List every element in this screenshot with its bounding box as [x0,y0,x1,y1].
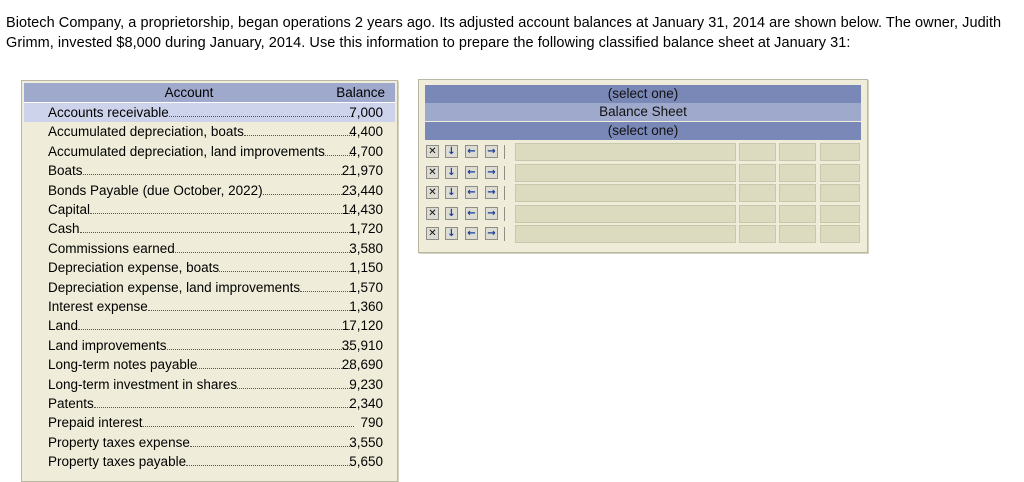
balance-sheet-row [419,224,867,244]
account-name: Depreciation expense, boats [48,260,356,276]
delete-icon[interactable]: ✕ [426,145,439,158]
account-balance: 9,230 [349,376,383,392]
account-name: Cash [48,221,356,237]
table-row [24,142,395,161]
account-name: Patents [48,396,356,412]
tool-divider [504,186,505,200]
balance-sheet-row [419,204,867,224]
amount-input-3[interactable] [820,184,860,202]
account-balance: 7,000 [349,105,383,120]
account-label-input[interactable] [515,184,736,202]
insert-below-icon[interactable]: ↓ [445,227,458,240]
tool-divider [504,166,505,180]
account-name: Capital [48,202,356,218]
table-row [24,336,395,355]
account-column-header: Account [164,85,214,100]
indent-icon[interactable]: → [485,207,498,220]
account-balance: 21,970 [341,163,383,179]
indent-icon[interactable]: → [485,145,498,158]
amount-input-2[interactable] [779,205,816,223]
amount-input-2[interactable] [779,184,816,202]
account-name: Property taxes expense [48,435,356,451]
account-balance: 23,440 [341,182,383,198]
account-balance: 1,720 [349,221,383,237]
table-row [24,239,395,258]
date-select[interactable]: (select one) [425,122,861,140]
amount-input-1[interactable] [739,205,776,223]
balance-column-header: Balance [336,85,385,100]
account-name: Bonds Payable (due October, 2022) [48,183,356,199]
account-name: Interest expense [48,299,356,315]
account-balance: 1,150 [349,260,383,276]
outdent-icon[interactable]: ← [465,227,478,240]
delete-icon[interactable]: ✕ [426,207,439,220]
table-row [24,122,395,141]
account-label-input[interactable] [515,205,736,223]
amount-input-1[interactable] [739,164,776,182]
table-row [24,278,395,297]
table-row [24,297,395,316]
account-name: Accounts receivable [48,105,356,121]
account-balance: 5,650 [349,454,383,470]
table-row [24,161,395,180]
account-name: Accumulated depreciation, boats [48,124,356,140]
account-balance: 4,700 [349,143,383,159]
account-name: Boats [48,163,356,179]
tool-divider [504,207,505,221]
account-balance: 1,360 [349,299,383,314]
account-label-input[interactable] [515,143,736,161]
account-name: Land [48,318,356,334]
account-balances-table [21,80,398,482]
account-balance: 28,690 [341,357,383,373]
balance-sheet-panel [418,79,868,253]
instructions-text: Biotech Company, a proprietorship, began operations 2 years ago. Its adjusted account balances at January 31, 2014 are shown below. The owner, Judith Grimm, invested $8,000 during January, 2014. Use this information to prepare the following classified balance sheet at January 31: [6,15,1002,51]
account-balance: 35,910 [341,337,383,353]
table-row [24,413,395,432]
table-row [24,103,395,122]
insert-below-icon[interactable]: ↓ [445,207,458,220]
balance-sheet-row [419,142,867,162]
table-row [24,258,395,277]
insert-below-icon[interactable]: ↓ [445,166,458,179]
account-table-header [24,83,395,103]
account-balance: 4,400 [349,124,383,140]
amount-input-3[interactable] [820,143,860,161]
account-balance: 3,550 [349,434,383,450]
company-name-select[interactable]: (select one) [425,85,861,103]
table-row [24,433,395,452]
outdent-icon[interactable]: ← [465,145,478,158]
amount-input-2[interactable] [779,143,816,161]
account-balance: 3,580 [349,240,383,256]
account-balance: 2,340 [349,396,383,411]
table-row [24,181,395,200]
amount-input-3[interactable] [820,205,860,223]
amount-input-1[interactable] [739,184,776,202]
amount-input-3[interactable] [820,225,860,243]
account-name: Land improvements [48,338,356,354]
account-name: Accumulated depreciation, land improvements [48,144,356,160]
balance-sheet-row [419,163,867,183]
balance-sheet-title: Balance Sheet [425,103,861,121]
table-row [24,355,395,374]
delete-icon[interactable]: ✕ [426,186,439,199]
amount-input-3[interactable] [820,164,860,182]
tool-divider [504,227,505,241]
account-name: Prepaid interest [48,415,356,431]
table-row [24,200,395,219]
outdent-icon[interactable]: ← [465,186,478,199]
account-label-input[interactable] [515,164,736,182]
tool-divider [504,145,505,159]
account-name: Long-term investment in shares [48,377,356,393]
account-balance: 17,120 [341,318,383,334]
account-name: Depreciation expense, land improvements [48,280,356,296]
delete-icon[interactable]: ✕ [426,166,439,179]
account-balance: 790 [360,415,383,431]
amount-input-1[interactable] [739,225,776,243]
account-name: Long-term notes payable [48,357,356,373]
table-row [24,316,395,335]
table-row [24,452,395,471]
indent-icon[interactable]: → [485,227,498,240]
table-row [24,394,395,413]
amount-input-2[interactable] [779,225,816,243]
balance-sheet-row [419,183,867,203]
delete-icon[interactable]: ✕ [426,227,439,240]
outdent-icon[interactable]: ← [465,207,478,220]
insert-below-icon[interactable]: ↓ [445,186,458,199]
account-name: Commissions earned [48,241,356,257]
table-row [24,219,395,238]
amount-input-2[interactable] [779,164,816,182]
account-label-input[interactable] [515,225,736,243]
account-balance: 1,570 [349,279,383,295]
indent-icon[interactable]: → [485,186,498,199]
amount-input-1[interactable] [739,143,776,161]
insert-below-icon[interactable]: ↓ [445,145,458,158]
indent-icon[interactable]: → [485,166,498,179]
account-balance: 14,430 [341,202,383,217]
table-row [24,375,395,394]
account-name: Property taxes payable [48,454,356,470]
outdent-icon[interactable]: ← [465,166,478,179]
